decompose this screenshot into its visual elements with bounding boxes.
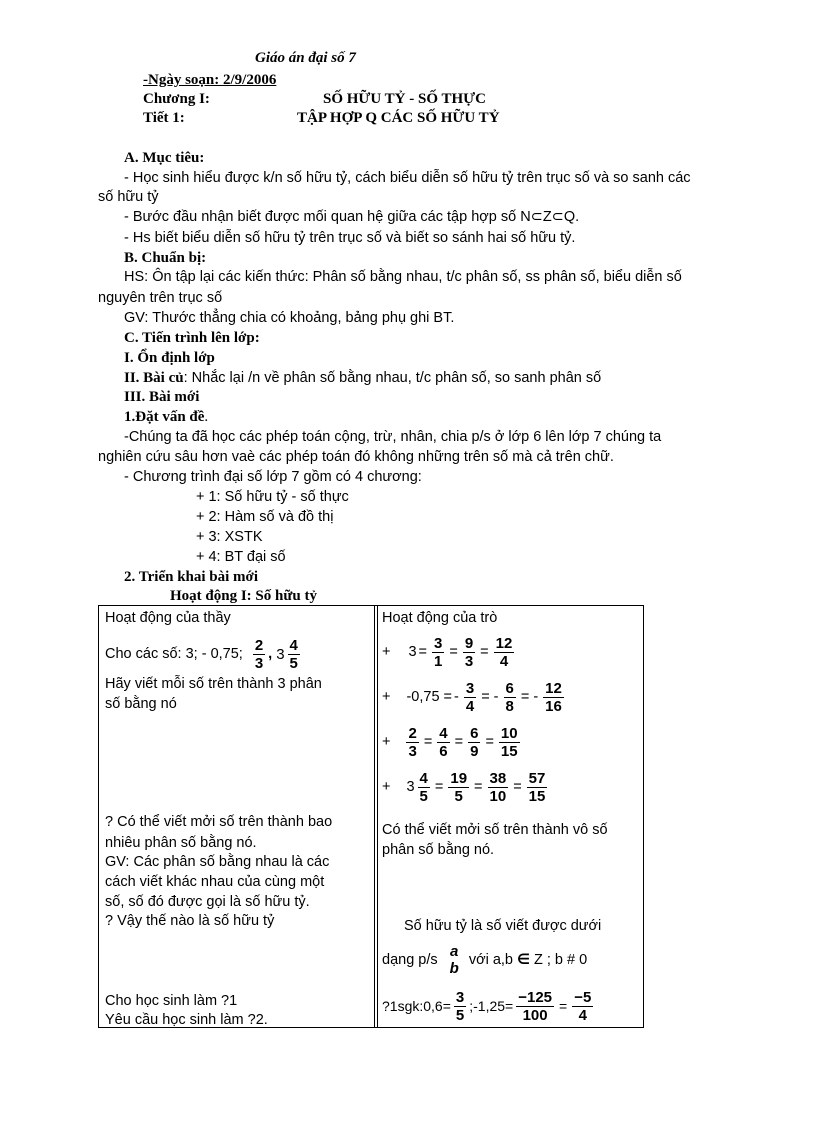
denominator: 1 [434,652,443,670]
fraction-3-5 [454,989,466,1024]
subsection-2-title: 2. Triển khai bài mới [124,569,259,585]
element-of-symbol: ∈ [516,952,530,968]
fraction-38-10 [488,770,509,805]
task-question-2: Yêu cầu học sinh làm ?2. [105,1012,268,1028]
equals-sign: = [434,779,444,795]
gv-note-line3: số, số đó được gọi là số hữu tỷ. [105,894,310,910]
equals-sign: = [474,779,483,795]
numerator: 12 [545,679,562,697]
fraction-10-15 [499,725,520,760]
mixed-whole: 3 [276,645,285,663]
fraction-9-3 [463,635,475,670]
numerator: 4 [439,724,448,742]
numerator: a [450,943,459,960]
preparation-date: -Ngày soạn: 2/9/2006 [143,72,277,88]
chapter-item-4: + 4: BT đại số [196,549,286,565]
definition-mid: với a,b [468,952,513,968]
numerator: 12 [495,634,513,652]
equals-sign: = [418,644,428,660]
sgk-mid: ;-1,25= [469,998,514,1014]
section-c-title: C. Tiến trình lên lớp: [124,330,260,346]
definition-prefix: dạng p/s [382,952,438,968]
step-3-title: III. Bài mới [124,389,200,405]
step-2-text: : Nhắc lại /n về phân số bằng nhau, t/c phân số, so sanh phân số [183,370,602,386]
denominator: 6 [439,742,448,760]
comma-separator: , [268,646,273,662]
numerator: 3 [434,634,443,652]
denominator: 3 [464,652,474,670]
activity-table [98,605,644,1028]
equation-4 [382,765,550,809]
lesson-name: TẬP HỢP Q CÁC SỐ HỮU TỶ [297,110,500,126]
objective-1-line2: số hữu tỷ [98,189,159,205]
equals-sign: = [520,689,530,705]
teacher-header: Hoạt động của thầy [105,610,231,626]
denominator: 8 [505,697,514,715]
denominator: 5 [419,787,428,805]
chapter-item-3: + 3: XSTK [196,529,263,545]
numerator: 6 [505,679,514,697]
denominator: 5 [455,1006,465,1024]
column-divider-inner [377,606,378,1027]
mixed-whole: 3 [406,779,415,795]
fraction-2-3 [253,637,265,672]
document-title: Giáo án đại số 7 [255,50,356,66]
question-2: ? Vậy thế nào là số hữu tỷ [105,913,275,929]
plus-sign: + [382,734,391,750]
fraction-a-b [448,943,461,977]
fraction-6-9 [468,725,480,760]
chapter-item-2: + 2: Hàm số và đồ thị [196,509,334,525]
equals-sign: = [449,644,458,660]
section-b-title: B. Chuẩn bị: [124,250,207,266]
definition-suffix: Z ; b # 0 [533,952,588,968]
intro-line1: -Chúng ta đã học các phép toán cộng, trừ, nhân, chia p/s ở lớp 6 lên lớp 7 chúng ta [124,429,662,445]
equals-sign: = [454,734,464,750]
numerator: 19 [450,769,468,787]
numerator: 57 [528,769,546,787]
denominator: 15 [528,787,546,805]
given-prefix: Cho các số: 3; - 0,75; [105,646,243,662]
fraction-6-8 [504,680,516,715]
denominator: 4 [578,1006,587,1024]
equation-3 [382,720,523,764]
intro-line2: nghiên cứu sâu hơn vaè các phép toán đó không những trên số mà cả trên chữ. [98,449,614,465]
chapter-name: SỐ HỮU TỶ - SỐ THỰC [323,91,486,107]
denominator: 100 [522,1006,548,1024]
fraction-3-1 [432,635,444,670]
equation-2 [382,675,567,719]
minus-sign: - [493,689,499,705]
gv-note-line1: GV: Các phân số bằng nhau là các [105,854,330,870]
equals-sign: = [559,998,568,1014]
objective-2: - Bước đầu nhận biết được mối quan hệ giữa các tập hợp số N⊂Z⊂Q. [124,209,580,225]
equals-sign: = [513,779,522,795]
equals-sign: = [480,644,489,660]
numerator: 3 [465,679,475,697]
chapter-item-1: + 1: Số hữu tỷ - số thực [196,489,349,505]
fraction-19-5 [448,770,469,805]
numerator: 2 [254,636,264,654]
numerator: 9 [464,634,474,652]
program-intro: - Chương trình đại số lớp 7 gồm có 4 chương: [124,469,422,485]
equation-1 [382,630,517,674]
question-1-line1: ? Có thể viết mởi số trên thành bao [105,814,333,830]
subsection-1-title: 1.Đặt vấn đề [124,409,205,425]
column-divider [374,606,375,1027]
answer-1-line2: phân số bằng nó. [382,842,495,858]
plus-sign: + [382,644,391,660]
activity-1-title: Hoạt động I: Số hữu tỷ [170,588,317,604]
step-2-title: II. Bài củ [124,370,184,386]
plus-sign: + [382,689,391,705]
numerator: 4 [289,636,298,654]
answer-1-line1: Có thể viết mởi số trên thành vô số [382,822,608,838]
denominator: 5 [289,654,298,672]
denominator: 4 [465,697,475,715]
numerator: 38 [489,769,507,787]
denominator: 3 [254,654,264,672]
numerator: −5 [574,988,592,1006]
sgk-answer [382,984,596,1028]
prep-gv: GV: Thước thẳng chia có khoảng, bảng phụ ghi BT. [124,310,455,326]
step-2 [124,370,601,387]
denominator: b [449,960,459,977]
task-line1: Hãy viết mỗi số trên thành 3 phân [105,676,322,692]
chapter-label: Chương I: [143,91,210,107]
fraction-neg5-4 [572,989,593,1024]
numerator: 3 [455,988,465,1006]
numerator: 6 [470,724,479,742]
prep-hs-line1: HS: Ôn tập lại các kiến thức: Phân số bằng nhau, t/c phân số, ss phân số, biểu diễn số [124,269,682,285]
prep-hs-line2: nguyên trên trục số [98,290,223,306]
equals-sign: = [481,689,490,705]
objective-3: - Hs biết biểu diễn số hữu tỷ trên trục số và biết so sánh hai số hữu tỷ. [124,230,576,246]
step-1-title: I. Ổn định lớp [124,350,215,366]
denominator: 16 [545,697,562,715]
fraction-4-5 [418,770,430,805]
lhs-value: -0,75 = [406,689,453,705]
definition-line1: Số hữu tỷ là số viết được dưới [404,918,602,934]
numerator: 10 [500,724,518,742]
lhs-value: 3 [408,644,417,660]
task-line2: số bằng nó [105,696,177,712]
fraction-4-6 [437,725,449,760]
fraction-12-4 [494,635,515,670]
minus-sign: - [454,689,459,705]
sgk-prefix: ?1sgk:0,6= [382,998,451,1014]
student-header: Hoạt động của trò [382,610,498,626]
equals-sign: = [423,734,433,750]
fraction-2-3 [406,725,418,760]
minus-sign: - [533,689,539,705]
gv-note-line2: cách viết khác nhau của cùng một [105,874,325,890]
denominator: 9 [470,742,479,760]
question-1-line2: nhiêu phân số bằng nó. [105,835,257,851]
numerator: −125 [518,988,553,1006]
subsection-1 [124,409,208,426]
fraction-neg125-100 [516,989,554,1024]
given-numbers [105,632,303,676]
lesson-label: Tiết 1: [143,110,185,126]
denominator: 4 [499,652,509,670]
equals-sign: = [485,734,494,750]
definition-line2 [382,938,587,982]
fraction-12-16 [543,680,564,715]
denominator: 3 [408,742,417,760]
denominator: 5 [454,787,463,805]
plus-sign: + [382,779,391,795]
fraction-4-5 [288,637,300,672]
numerator: 4 [419,769,428,787]
fraction-57-15 [527,770,548,805]
numerator: 2 [408,724,417,742]
denominator: 15 [500,742,518,760]
denominator: 10 [489,787,507,805]
objective-1-line1: - Học sinh hiểu được k/n số hữu tỷ, cách biểu diễn số hữu tỷ trên trục số và so sanh các [124,170,691,186]
fraction-3-4 [464,680,476,715]
subsection-1-dot: . [204,409,209,425]
section-a-title: A. Mục tiêu: [124,150,205,166]
task-question-1: Cho học sinh làm ?1 [105,993,238,1009]
